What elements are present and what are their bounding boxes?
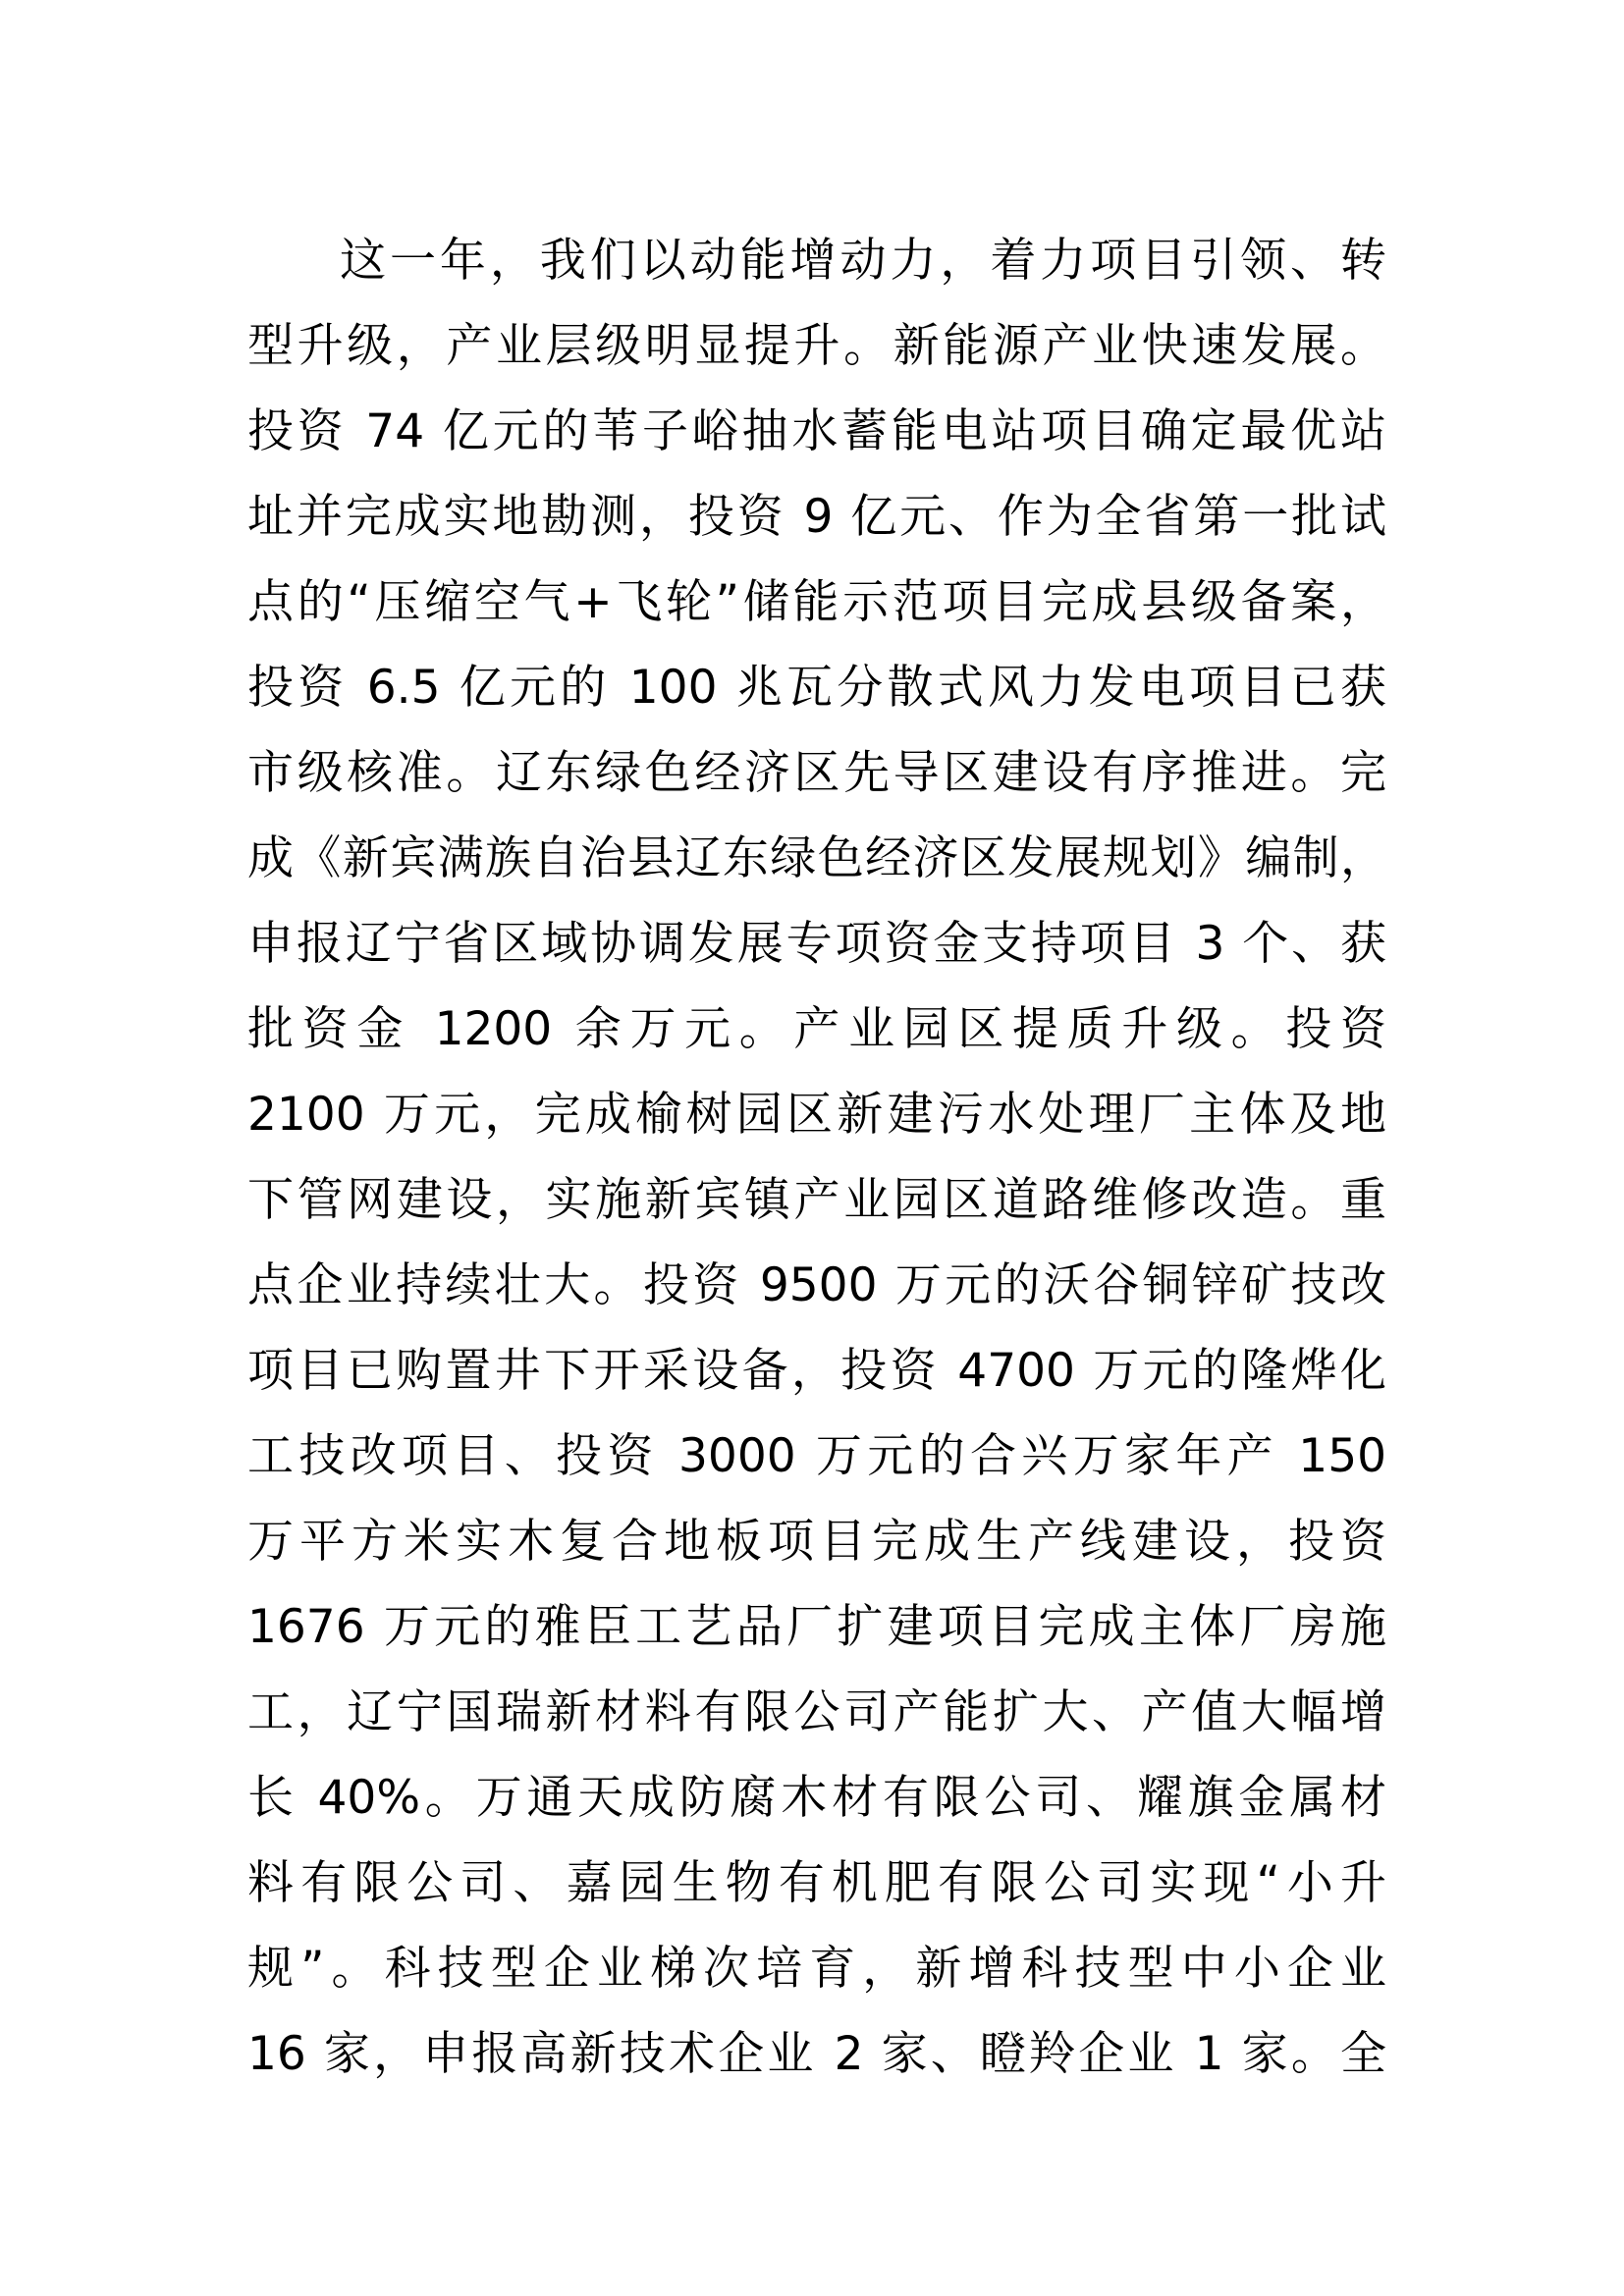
text-line-21: 规”。科技型企业梯次培育，新增科技型中小企业	[247, 1942, 1386, 1996]
text-line-12: 下管网建设，实施新宾镇产业园区道路维修改造。重	[247, 1173, 1386, 1227]
text-line-9: 申报辽宁省区域协调发展专项资金支持项目 3 个、获	[247, 917, 1386, 971]
body-paragraph	[247, 218, 1386, 2097]
text-line-15: 工技改项目、投资 3000 万元的合兴万家年产 150	[247, 1429, 1386, 1483]
text-line-20: 料有限公司、嘉园生物有机肥有限公司实现“小升	[247, 1856, 1386, 1910]
text-line-19: 长 40%。万通天成防腐木材有限公司、耀旗金属材	[247, 1771, 1386, 1825]
text-line-4: 址并完成实地勘测，投资 9 亿元、作为全省第一批试	[247, 490, 1386, 544]
text-line-22: 16 家，申报高新技术企业 2 家、瞪羚企业 1 家。全	[247, 2027, 1386, 2081]
text-line-8: 成《新宾满族自治县辽东绿色经济区发展规划》编制，	[247, 831, 1386, 885]
text-line-7: 市级核准。辽东绿色经济区先导区建设有序推进。完	[247, 746, 1386, 800]
text-line-1: 这一年，我们以动能增动力，着力项目引领、转	[340, 234, 1386, 288]
text-line-11: 2100 万元，完成榆树园区新建污水处理厂主体及地	[247, 1088, 1386, 1142]
text-line-5: 点的“压缩空气+飞轮”储能示范项目完成县级备案，	[247, 575, 1386, 629]
text-line-6: 投资 6.5 亿元的 100 兆瓦分散式风力发电项目已获	[247, 661, 1386, 715]
text-line-13: 点企业持续壮大。投资 9500 万元的沃谷铜锌矿技改	[247, 1258, 1386, 1312]
text-line-18: 工，辽宁国瑞新材料有限公司产能扩大、产值大幅增	[247, 1685, 1386, 1739]
text-line-16: 万平方米实木复合地板项目完成生产线建设，投资	[247, 1515, 1386, 1569]
text-line-17: 1676 万元的雅臣工艺品厂扩建项目完成主体厂房施	[247, 1600, 1386, 1654]
text-line-3: 投资 74 亿元的苇子峪抽水蓄能电站项目确定最优站	[247, 404, 1386, 458]
text-line-2: 型升级，产业层级明显提升。新能源产业快速发展。	[247, 319, 1386, 373]
text-line-10: 批资金 1200 余万元。产业园区提质升级。投资	[247, 1002, 1386, 1056]
text-line-14: 项目已购置井下开采设备，投资 4700 万元的隆烨化	[247, 1344, 1386, 1398]
